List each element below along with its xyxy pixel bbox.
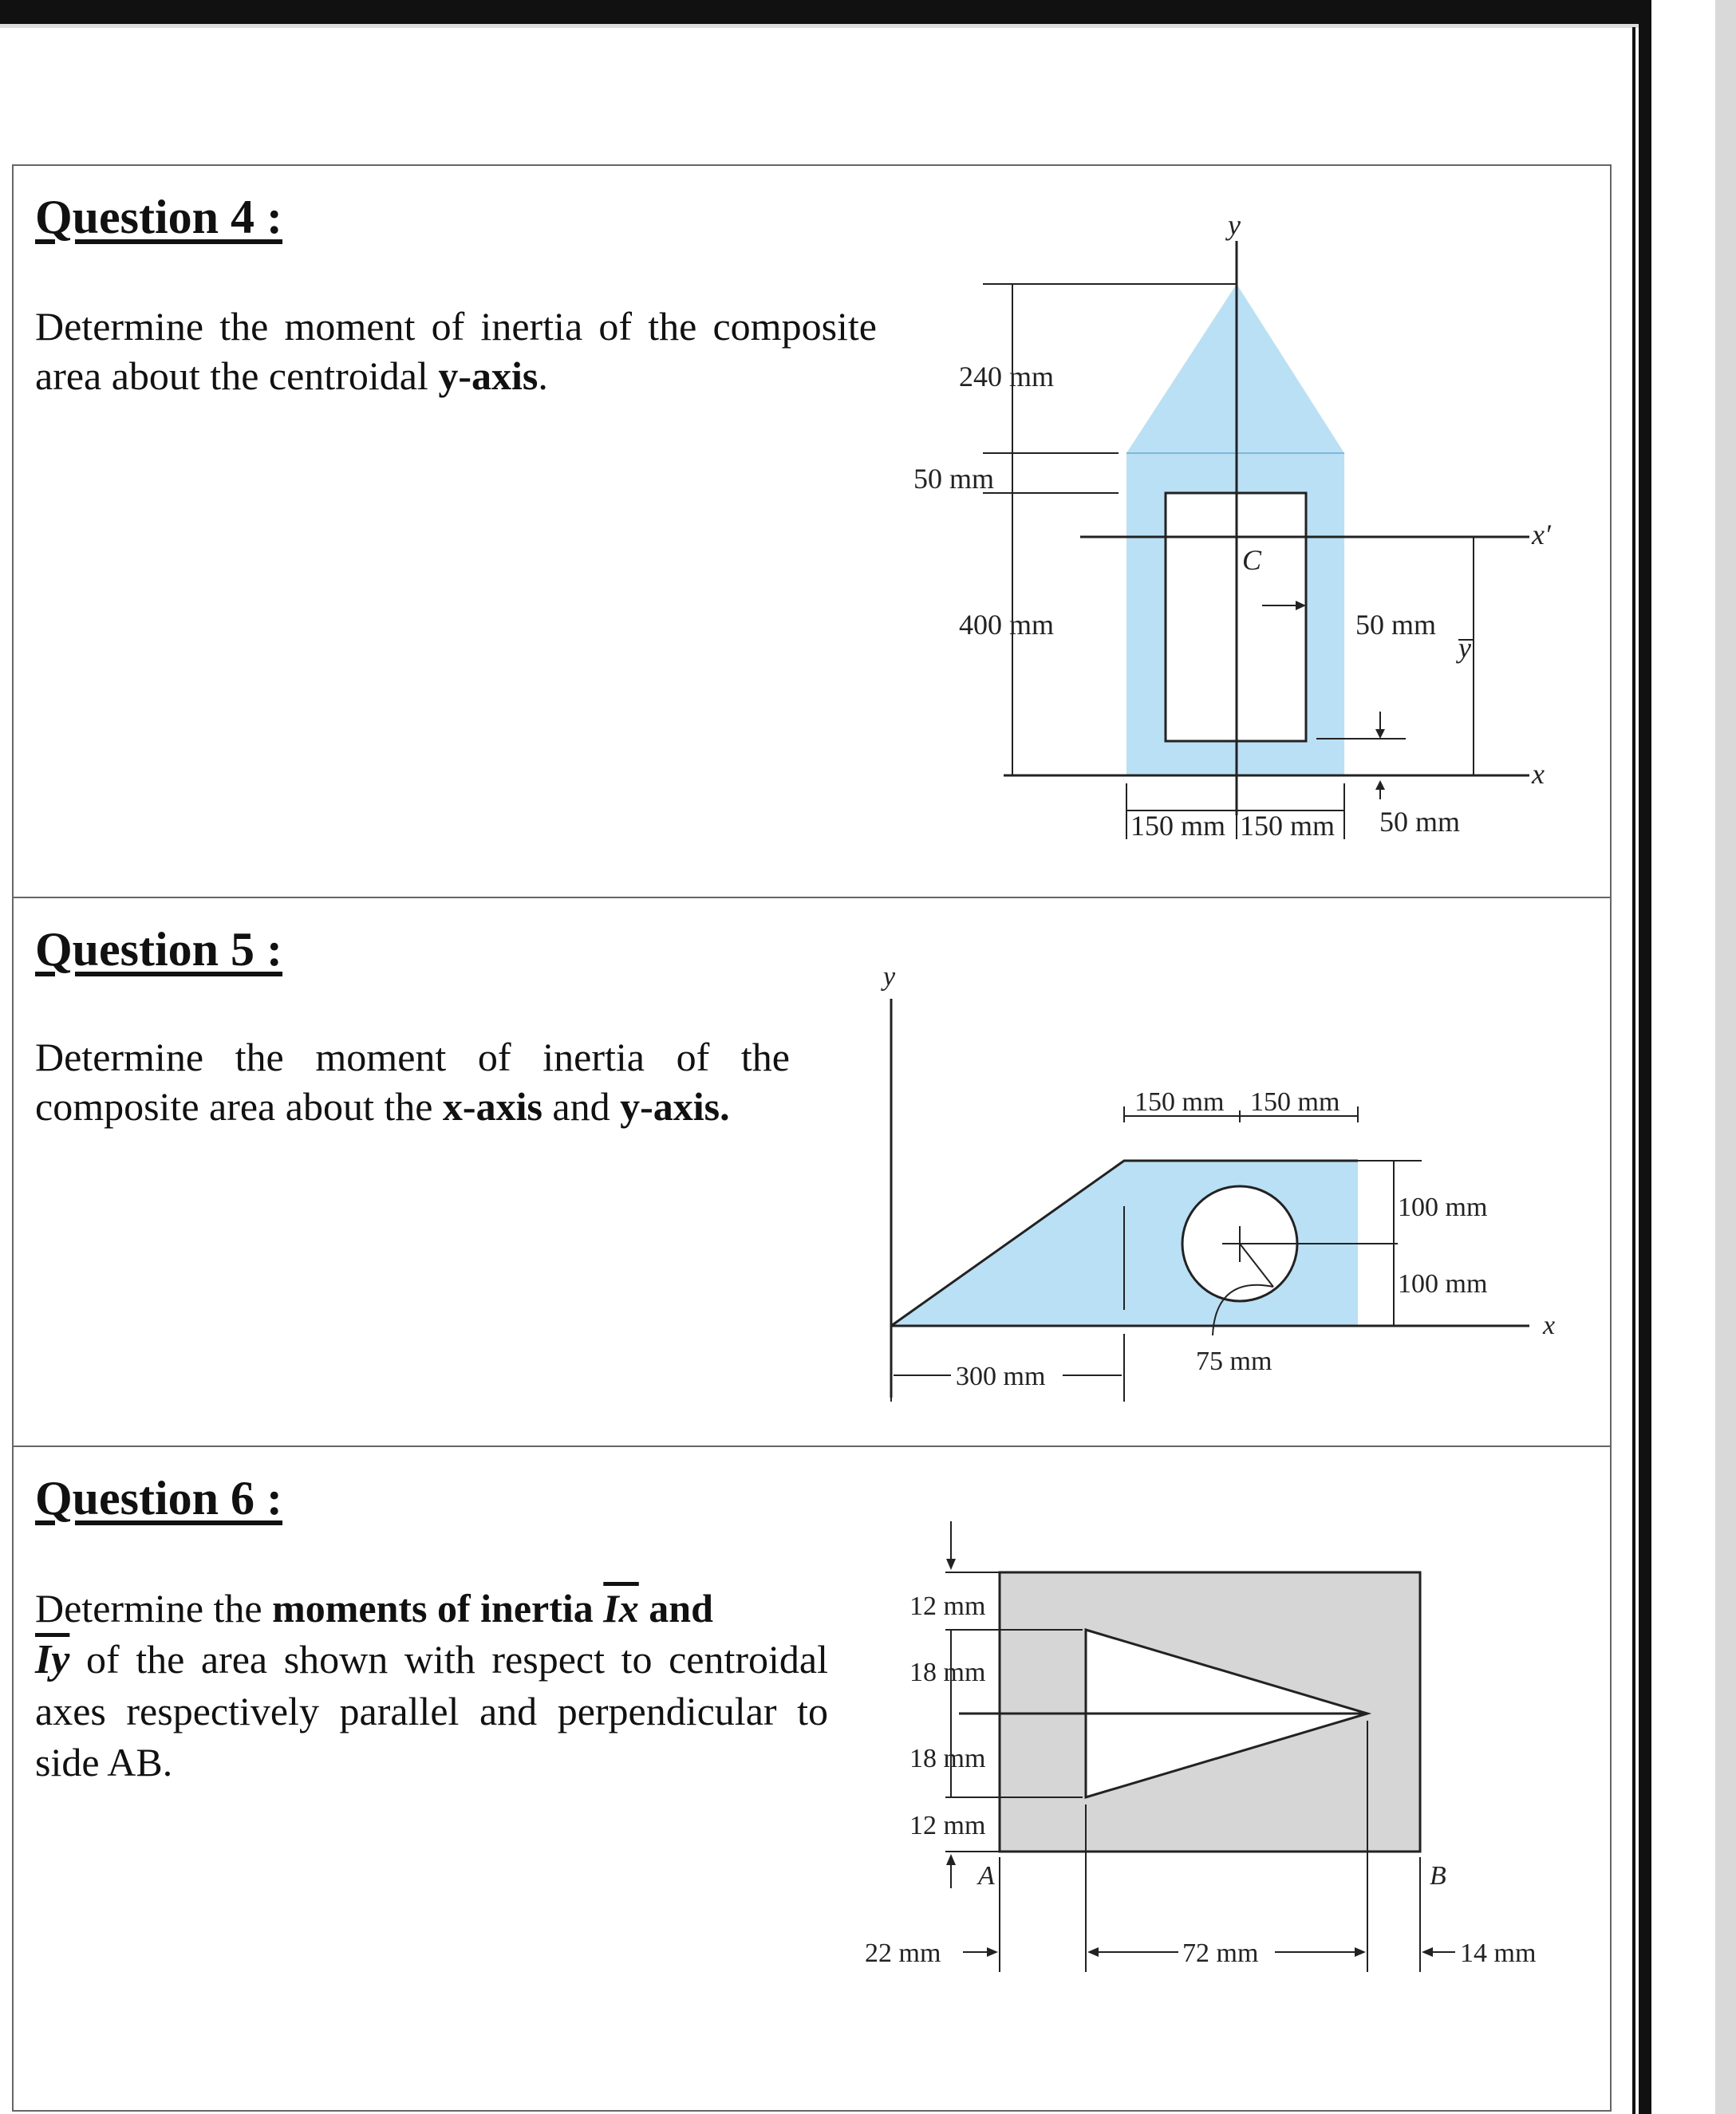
q5-dim-150-right: 150 mm [1250,1087,1340,1117]
q6-dim-12-bottom: 12 mm [909,1811,986,1840]
question-6-figure [14,1447,1613,2113]
question-5-panel [12,897,1612,1447]
q4-ybar-label: y [1458,632,1471,664]
q6-dim-22: 22 mm [865,1938,941,1968]
question-5-text: Determine the moment of inertia of the composite area about the x-axis and y-axis. [35,1035,790,1129]
q5-y-label: y [883,962,896,992]
q6-label-B: B [1430,1861,1446,1891]
ix-symbol: $\overline{Ix}$ [603,1586,639,1631]
question-6-panel [12,1445,1612,2112]
q4-x-label: x [1532,758,1545,790]
q4-dim-50-wall: 50 mm [1355,609,1437,641]
top-border-inner [0,24,1648,28]
question-5-figure [14,898,1613,1449]
right-border [1639,0,1651,2114]
top-border [0,0,1651,24]
q6-dim-18-lower: 18 mm [909,1744,986,1773]
q4-dim-150-right: 150 mm [1240,810,1336,842]
scrollbar-track[interactable] [1715,0,1736,2114]
iy-symbol: $\overline{Iy}$ [35,1637,70,1682]
right-border-inner [1632,27,1635,2114]
q4-dim-240: 240 mm [959,361,1055,392]
q5-dim-100-top: 100 mm [1398,1193,1488,1222]
q4-dim-400: 400 mm [959,609,1055,641]
q4-dim-150-left: 150 mm [1130,810,1226,842]
q5-dim-100-bottom: 100 mm [1398,1269,1488,1299]
question-4-panel [12,164,1612,898]
question-4-figure [14,166,1613,900]
question-4-text: Determine the moment of inertia of the composite area about the centroidal y-axis. [35,304,877,398]
q5-dim-75: 75 mm [1196,1347,1272,1376]
q6-dim-12-top: 12 mm [909,1591,986,1621]
q6-label-A: A [978,1861,995,1891]
question-5-title: Question 5 : [35,923,283,976]
q4-dim-50-top: 50 mm [913,463,995,495]
q4-centroid-label: C [1242,544,1262,576]
q5-dim-300: 300 mm [956,1362,1046,1391]
q4-dim-50-bottom: 50 mm [1379,806,1461,838]
q5-x-label: x [1543,1311,1556,1340]
question-6-title: Question 6 : [35,1472,283,1524]
q6-dim-14: 14 mm [1460,1938,1537,1968]
q6-dim-18-upper: 18 mm [909,1658,986,1687]
q4-x-prime-label: x′ [1532,519,1551,550]
q6-dim-72: 72 mm [1182,1938,1259,1968]
q4-y-label: y [1228,209,1241,241]
question-6-text: Determine the moments of inertia $\overline{Ix}$ and $\overline{Iy}$ of the area shown with respect to centroidal axes respectively parallel and perpendicular to side AB. [35,1586,828,1785]
question-4-title: Question 4 : [35,191,283,243]
q5-dim-150-left: 150 mm [1134,1087,1225,1117]
